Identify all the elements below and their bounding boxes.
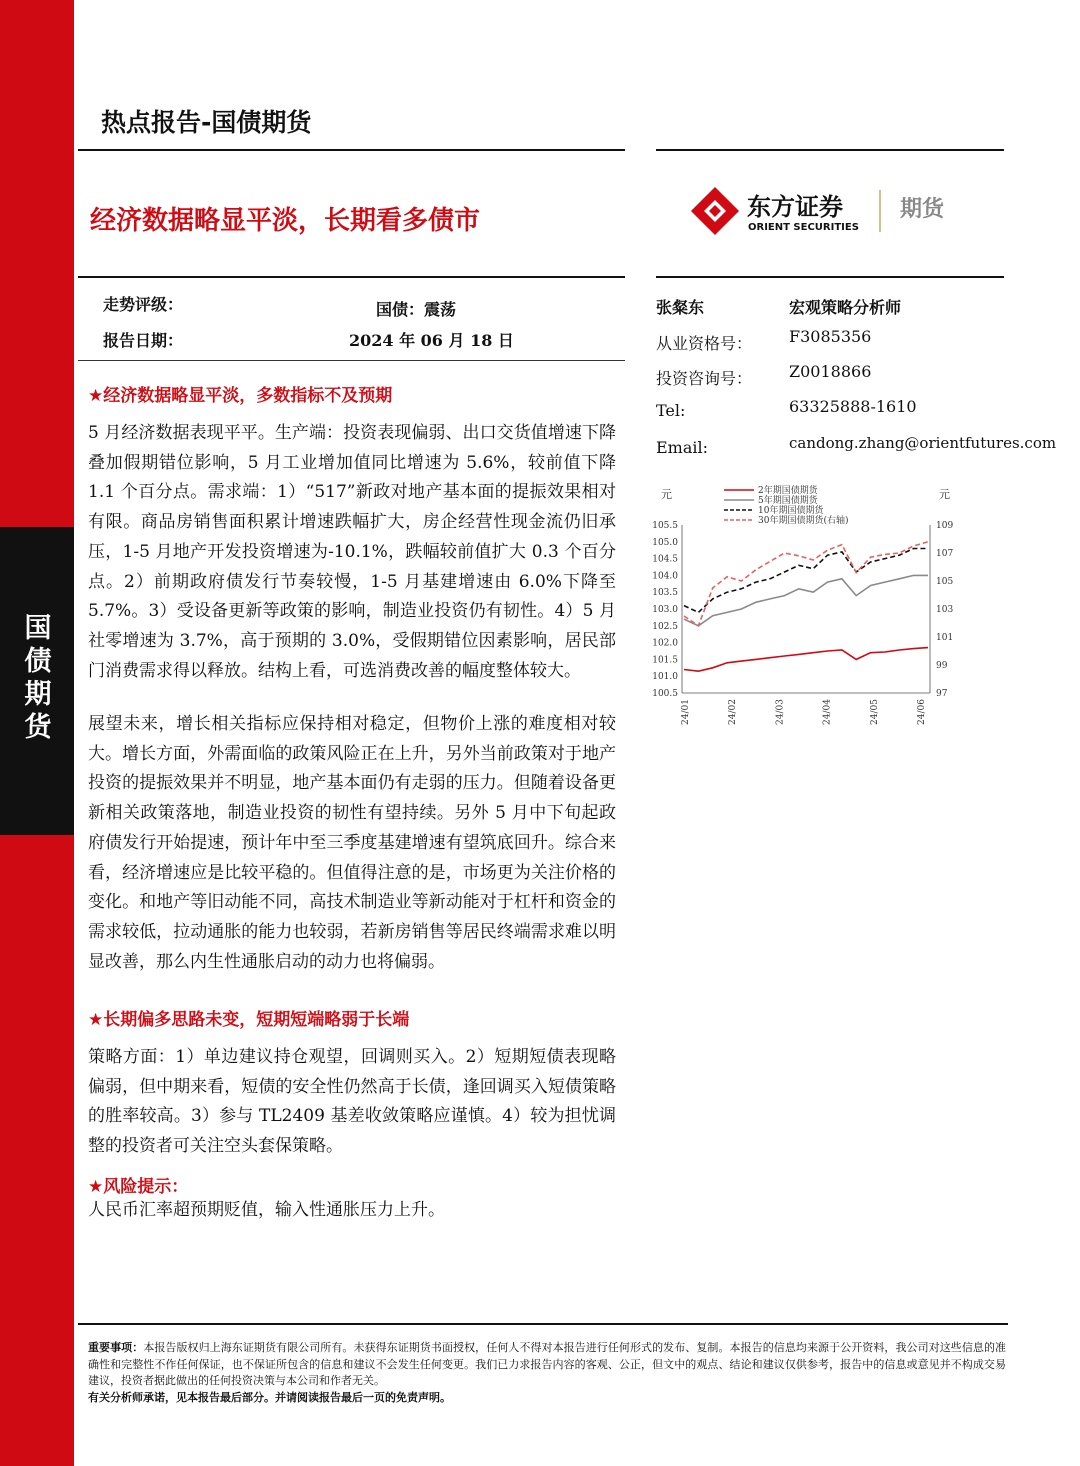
legend-label: 30年期国债期货(右轴) — [758, 516, 849, 526]
left-tick-label: 105.5 — [652, 521, 678, 531]
disclaimer — [88, 1340, 1006, 1406]
left-tick-label: 104.0 — [652, 571, 678, 582]
divider — [78, 360, 625, 361]
headline: 经济数据略显平淡，长期看多债市 — [90, 206, 481, 236]
section-heading: ★经济数据略显平淡，多数指标不及预期 — [88, 386, 393, 406]
right-tick-label: 109 — [936, 521, 954, 531]
x-tick-label: 24/02 — [728, 699, 739, 725]
contact-label: 从业资格号： — [656, 334, 753, 353]
body-paragraph: 展望未来，增长相关指标应保持相对稳定，但物价上涨的难度相对较大。增长方面，外需面临的政策风险正在上升，另外当前政策对于地产投资的提振效果并不明显，地产基本面仍有走弱的压力。但随着设备更新相关政策落地，制造业投资的韧性有望持续。另外 5 月中下旬起政府债发行开始提速，预计年中至三季度基建增速有望筑底回升。综合来看，经济增速应是比较平稳的。但值得注意的是，市场更为关注价格的变化。和地产等旧动能不同，高技术制造业等新动能对于杠杆和资金的需求较低，拉动通胀的能力也较弱，若新房销售等居民终端需求难以明显改善，那么内生性通胀启动的动力也将偏弱。 — [88, 714, 616, 972]
right-unit: 元 — [939, 488, 950, 501]
left-tick-label: 100.5 — [652, 689, 678, 699]
divider — [78, 276, 625, 278]
left-tick-label: 103.0 — [652, 605, 678, 615]
right-tick-label: 105 — [936, 577, 954, 587]
right-tick-label: 101 — [936, 633, 954, 643]
date-label: 报告日期： — [103, 331, 184, 350]
left-tick-label: 103.5 — [652, 588, 678, 599]
chart-legend — [724, 484, 848, 526]
legend-label: 10年期国债期货 — [758, 506, 824, 516]
contact-label: 投资咨询号： — [656, 369, 753, 388]
sidebar-char: 期 — [24, 679, 52, 710]
chart-plot-area — [684, 542, 928, 671]
left-tick-label: 101.5 — [652, 655, 678, 666]
left-tick-label: 101.0 — [652, 672, 678, 683]
divider — [656, 276, 1004, 278]
legend-label: 5年期国债期货 — [758, 496, 818, 506]
divider — [78, 149, 625, 151]
body-paragraph: 人民币汇率超预期贬值，输入性通胀压力上升。 — [88, 1200, 445, 1220]
disclaimer-footer: 有关分析师承诺，见本报告最后部分。并请阅读报告最后一页的免责声明。 — [88, 1390, 451, 1404]
series-line — [684, 575, 928, 625]
left-tick-label: 102.0 — [652, 638, 678, 649]
disclaimer-lead: 重要事项： — [88, 1341, 144, 1354]
section-heading: ★风险提示： — [88, 1177, 189, 1197]
x-tick-label: 24/03 — [775, 699, 786, 725]
logo-cn-text: 东方证券 — [747, 193, 843, 221]
sidebar-char: 货 — [24, 712, 52, 743]
analyst-name: 张粲东 — [656, 298, 705, 317]
logo-sub-text: 期货 — [900, 197, 945, 222]
trend-value: 国债：震荡 — [376, 300, 457, 319]
disclaimer-body: 本报告版权归上海东证期货有限公司所有。未获得东证期货书面授权，任何人不得对本报告进行任何形式的发布、复制。本报告的信息均来源于公开资料，我公司对这些信息的准确性和完整性不作任何保证，也不保证所包含的信息和建议不会发生任何变更。我们已力求报告内容的客观、公正，但文中的观点、结论和建议仅供参考，报告中的信息或意见并不构成交易建议，投资者据此做出的任何投资决策与本公司和作者无关。 — [88, 1341, 1007, 1388]
right-tick-label: 99 — [936, 661, 948, 671]
date-value: 2024 年 06 月 18 日 — [349, 331, 514, 350]
logo-en-text: ORIENT SECURITIES — [748, 222, 859, 233]
section-heading: ★长期偏多思路未变，短期短端略弱于长端 — [88, 1010, 410, 1030]
left-tick-label: 105.0 — [652, 537, 678, 548]
trend-label: 走势评级： — [103, 295, 184, 314]
x-tick-label: 24/01 — [681, 699, 691, 725]
sidebar-char: 债 — [24, 646, 52, 677]
divider — [656, 149, 1004, 151]
contact-email[interactable]: candong.zhang@orientfutures.com — [789, 434, 1057, 452]
x-tick-label: 24/06 — [917, 699, 927, 725]
sidebar-title — [18, 612, 58, 744]
contact-value: F3085356 — [789, 327, 872, 346]
x-tick-label: 24/04 — [822, 699, 833, 725]
contact-value: 63325888-1610 — [789, 397, 917, 416]
contact-label: Email: — [656, 438, 709, 457]
right-tick-label: 97 — [936, 689, 948, 699]
divider — [78, 1323, 1008, 1325]
report-type: 热点报告-国债期货 — [101, 108, 312, 137]
left-tick-label: 102.5 — [652, 621, 678, 632]
left-tick-label: 104.5 — [652, 554, 678, 565]
contact-value: Z0018866 — [789, 362, 872, 381]
body-paragraph: 策略方面：1）单边建议持仓观望，回调则买入。2）短期短债表现略偏弱，但中期来看，短债的安全性仍然高于长债，逢回调买入短债策略的胜率较高。3）参与 TL2409 基差收敛策略应谨慎。4）较为担忧调整的投资者可关注空头套保策略。 — [88, 1047, 616, 1157]
analyst-title: 宏观策略分析师 — [789, 298, 902, 317]
logo-mark-icon — [691, 187, 739, 235]
legend-label: 2年期国债期货 — [758, 486, 818, 496]
bond-futures-chart — [648, 480, 978, 750]
contact-label: Tel: — [656, 401, 686, 420]
sidebar-char: 国 — [24, 613, 52, 644]
right-tick-label: 107 — [936, 549, 954, 559]
orient-securities-logo — [690, 186, 970, 236]
series-line — [684, 648, 928, 672]
body-paragraph: 5 月经济数据表现平平。生产端：投资表现偏弱、出口交货值增速下降叠加假期错位影响，5 月工业增加值同比增速为 5.6%，较前值下降 1.1 个百分点。需求端：1）“517”新政对地产基本面的提振效果相对有限。商品房销售面积累计增速跌幅扩大，房企经营性现金流仍旧承压，1-5 月地产开发投资增速为-10.1%，跌幅较前值扩大 0.3 个百分点。2）前期政府债发行节奏较慢，1-5 月基建增速由 6.0%下降至 5.7%。3）受设备更新等政策的影响，制造业投资仍有韧性。4）5 月社零增速为 3.7%，高于预期的 3.0%，受假期错位因素影响，居民部门消费需求得以释放。结构上看，可选消费改善的幅度整体较大。 — [88, 423, 616, 681]
right-tick-label: 103 — [936, 605, 954, 615]
x-tick-label: 24/05 — [869, 699, 880, 725]
left-unit: 元 — [661, 488, 672, 501]
